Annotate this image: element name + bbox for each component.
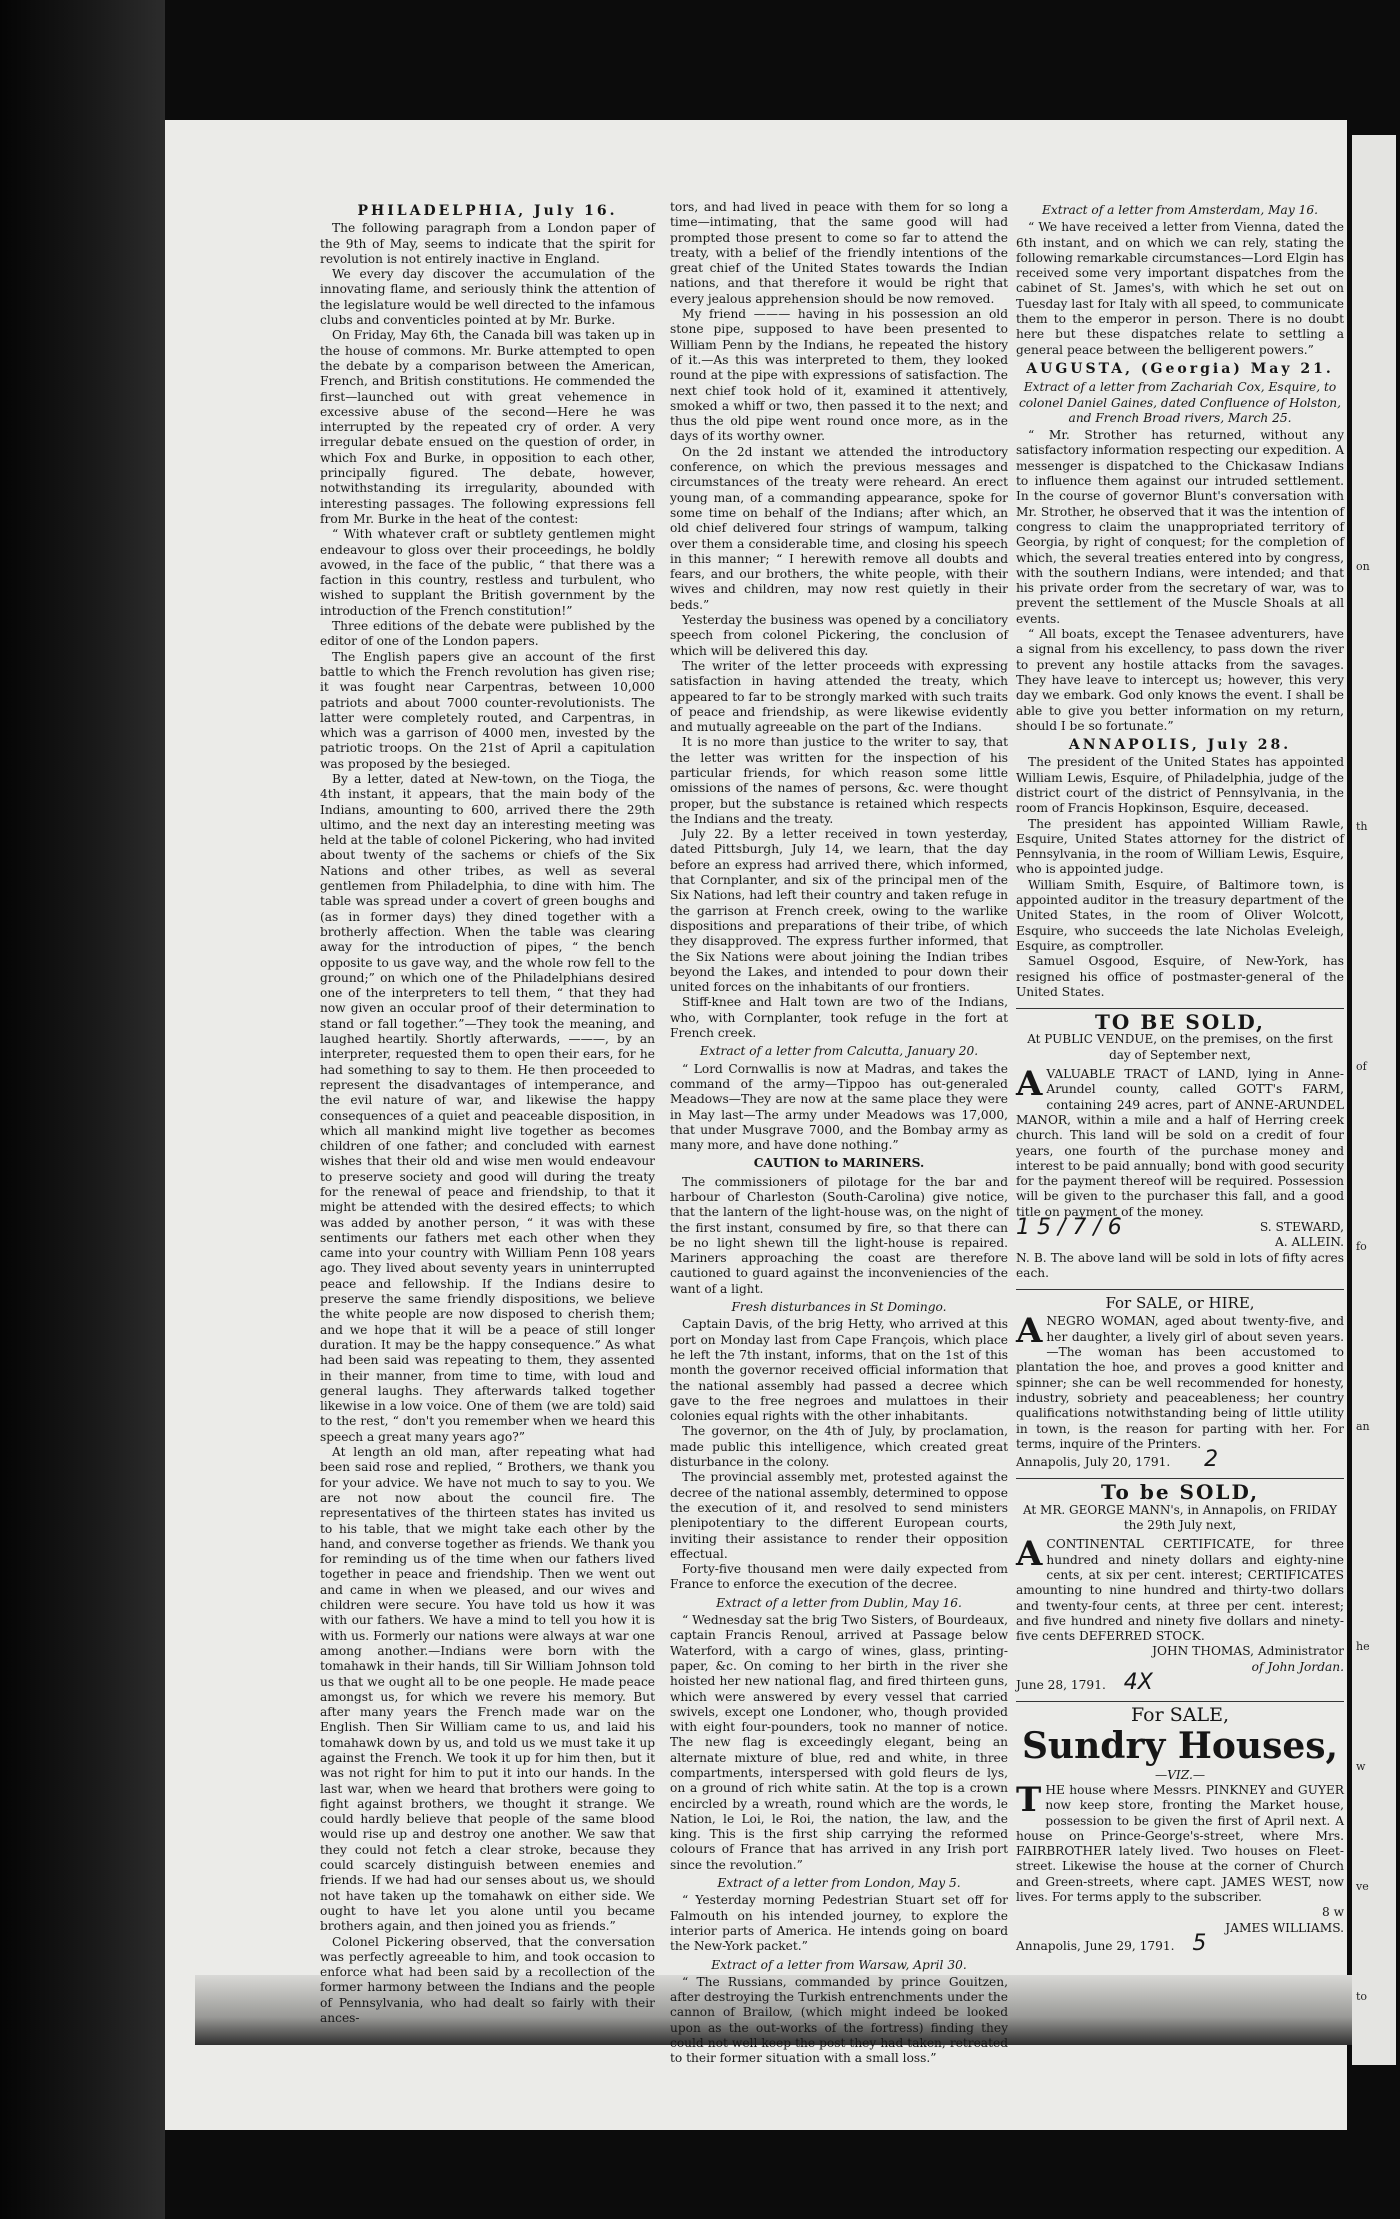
paragraph: The commissioners of pilotage for the bar and harbour of Charleston (South-Carolina) give notice, that the lantern of the light-house was, on the night of the first instant, consumed by fire, so that there can be no light shewn till the light-house is repaired. Mariners approaching the coast are therefore cautioned to guard against the inconveniencies of the want of a light. <box>670 1174 1008 1296</box>
ad-title: For SALE, or HIRE, <box>1105 1294 1255 1313</box>
sliver-text: he <box>1356 1640 1370 1653</box>
ad-body: CONTINENTAL CERTIFICATE, for three hundred and ninety dollars and eighty-nine cents, at six per cent. interest; CERTIFICATES amounting to nine hundred and thirty-two dollars and twenty-four cents, at three per cent. interest; and five hundred and ninety five dollars and ninety-five cents DEFERRED STOCK. <box>1016 1537 1344 1644</box>
sliver-text: of <box>1356 1060 1367 1073</box>
paragraph: By a letter, dated at New-town, on the Tioga, the 4th instant, it appears, that the main body of the Indians, amounting to 600, arrived there the 29th ultimo, and the next day an interesting meeting was held at the table of colonel Pickering, who had invited about twenty of the sachems or chiefs of the Six Nations and other tribes, as well as several gentlemen from Philadelphia, to dine with him. The table was spread under a covert of green boughs and (as in former days) they dined together with a brotherly affection. When the table was clearing away for the introduction of pipes, “ the bench opposite to us gave way, and the whole row fell to the ground;” on which one of the Philadelphians desired one of the interpreters to tell them, “ that they had now given an occular proof of their determination to stand or fall together.”—They took the meaning, and laughed heartily. Shortly afterwards, ———, by an interpreter, requested them to open their ears, for he had something to say to them. He then proceeded to represent the disadvantages of intemperance, and the evil nature of war, and likewise the happy consequences of a quiet and peaceable disposition, in which all mankind might live together as becomes children of one father; and concluded with earnest wishes that their old and wise men would endeavour to preserve society and good will during the treaty for the renewal of peace and friendship, to that it might be attended with the desired effects; to which was added by another person, “ it was with these sentiments our fathers met each other when they came into your country with William Penn 108 years ago. They lived about seventy years in uninterrupted peace and fellowship. If the Indians desire to preserve the same friendly dispositions, we believe the white people are now disposed to cherish them; and we hope that it will be a peace of still longer duration. It may be the happy consequence.” As what had been said was repeating to them, they assented in their manner, from time to time, with loud and general laughs. They afterwards talked together likewise in a low voice. One of them (we are told) said to the rest, “ don't you remember when we heard this speech a great many years ago?” <box>320 771 655 1444</box>
paragraph: The following paragraph from a London paper of the 9th of May, seems to indicate that the spirit for revolution is not entirely inactive in England. <box>320 221 655 266</box>
paragraph: Yesterday the business was opened by a conciliatory speech from colonel Pickering, the conclusion of which will be delivered this day. <box>670 613 1008 658</box>
paragraph: The governor, on the 4th of July, by proclamation, made public this intelligence, which created great disturbance in the colony. <box>670 1424 1008 1470</box>
ad-title: For SALE, <box>1131 1704 1229 1727</box>
section-heading: Fresh disturbances in St Domingo. <box>731 1300 947 1315</box>
ad-signature: of John Jordan. <box>1251 1659 1344 1674</box>
column-2 <box>670 200 1008 2066</box>
ad-subtitle: At MR. GEORGE MANN's, in Annapolis, on FRIDAY the 29th July next, <box>1022 1502 1338 1533</box>
handwritten-mark: 5 <box>1192 1930 1207 1956</box>
ad-body: HE house where Messrs. PINKNEY and GUYER now keep store, fronting the Market house, possession to be given the first of April next. A house on Prince-George's-street, where Mrs. FAIRBROTHER lately lived. Two houses on Fleet-street. Likewise the house at the corner of Church and Green-streets, where capt. JAMES WEST, now lives. For terms apply to the subscriber. <box>1016 1782 1344 1904</box>
ad-title: TO BE SOLD, <box>1095 1010 1265 1035</box>
ad-headline: Sundry Houses, <box>1021 1724 1339 1767</box>
paragraph: We every day discover the accumulation of the innovating flame, and seriously think the attention of the legislature would be well directed to the infamous clubs and conventicles pointed at by Mr. Burke. <box>320 267 655 328</box>
drop-cap: A <box>1016 1534 1043 1575</box>
paragraph: On Friday, May 6th, the Canada bill was taken up in the house of commons. Mr. Burke attempted to open the debate by a comparison between the American, French, and British constitutions. He commended the first—launched out with great vehemence in excessive abuse of the second—Here he was interrupted by the repeated cry of order. A very irregular debate ensued on the question of order, in which Fox and Burke, in opposition to each other, principally figured. The debate, however, notwithstanding its irregularity, abounded with interesting passages. The following expressions fell from Mr. Burke in the heat of the contest: <box>320 328 655 526</box>
paragraph: On the 2d instant we attended the introductory conference, on which the previous messages and circumstances of the treaty were reheard. An erect young man, of a commanding appearance, spoke for some time on behalf of the Indians; after which, an old chief delivered four strings of wampum, talking over them a considerable time, and closing his speech in this manner; “ I herewith remove all doubts and fears, and our brothers, the white people, with their wives and children, may now rest quietly in their beds.” <box>670 444 1008 612</box>
drop-cap: A <box>1016 1311 1043 1352</box>
ad-signature: S. STEWARD, <box>1259 1220 1344 1234</box>
paragraph: Forty-five thousand men were daily expected from France to enforce the execution of the decree. <box>670 1562 1008 1592</box>
ad-code: 8 w <box>1321 1905 1344 1920</box>
paragraph: The writer of the letter proceeds with expressing satisfaction in having attended the treaty, which appeared to far to be strongly marked with such traits of peace and friendship, as were likewise evidently and mutually agreeable on the part of the Indians. <box>670 658 1008 735</box>
ad-title: To be SOLD, <box>1100 1480 1260 1505</box>
dateline-philadelphia: PHILADELPHIA, July 16. <box>357 203 618 219</box>
ad-signature: A. ALLEIN. <box>1274 1235 1344 1250</box>
advertisement-houses <box>1016 1704 1344 1956</box>
handwritten-mark: 4X <box>1123 1670 1153 1696</box>
paragraph: At length an old man, after repeating what had been said rose and replied, “ Brothers, we thank you for your advice. We have not much to say to you. We are not now about the council fire. The representatives of the thirteen states has invited us to his table, that we might take each other by the hand, and converse together as friends. We thank you for reminding us of the time when our fathers lived together in peace and friendship. Then we went out and came in when we pleased, and our wives and children were secure. You have told us how it was with our fathers. We have a mind to tell you how it is with us. Formerly our nations were always at war one among another.—Indians were born with the tomahawk in their hands, till Sir William Johnson told us that we ought all to be one people. He made peace amongst us, for which we revere his memory. But after many years the French made war on the English. Then Sir William came to us, and laid his tomahawk down by us, and told us we must take it up against the French. We took it up for him then, but it was not right for him to put it into our hands. In the last war, when we heard that brothers were going to fight against brothers, we thought it strange. We could hardly believe that people of the same blood would rise up and destroy one another. We saw that they could not fetch a clear stroke, because they could scarcely distinguish between enemies and friends. If we had had our senses about us, we should not have taken up the tomahawk on either side. We ought to have let you alone until you became brothers again, and then joined you as friends.” <box>320 1445 655 1934</box>
column-1 <box>320 200 655 2040</box>
ad-signature: JOHN THOMAS, Administrator <box>1152 1644 1344 1659</box>
section-heading: Extract of a letter from London, May 5. <box>717 1876 961 1891</box>
sliver-text: to <box>1356 1990 1368 2003</box>
paragraph: “ Mr. Strother has returned, without any satisfactory information respecting our expedition. A messenger is dispatched to the Chickasaw Indians to influence them against our intruded settlement. In the course of governor Blunt's conversation with Mr. Strother, he observed that it was the intention of congress to claim the unappropriated territory of Georgia, by right of conquest; for the completion of which, the several treaties entered into by congress, with the southern Indians, were intended; and that his private order from the secretary of war, was to prevent the settlement of the Muscle Shoals at all events. <box>1016 428 1344 626</box>
paragraph: “ The Russians, commanded by prince Gouitzen, after destroying the Turkish entrenchments under the cannon of Brailow, (which might indeed be looked upon as the out-works of the fortress) finding they could not well keep the post they had taken, retreated to their former situation with a small loss.” <box>670 1974 1008 2066</box>
section-heading: Extract of a letter from Warsaw, April 30. <box>711 1957 967 1972</box>
paragraph: Three editions of the debate were published by the editor of one of the London papers. <box>320 619 655 649</box>
ad-subtitle: —VIZ.— <box>1154 1767 1206 1782</box>
divider <box>1016 1008 1344 1009</box>
paragraph: The provincial assembly met, protested against the decree of the national assembly, determined to oppose the execution of it, and resolved to send ministers plenipotentiary to the different European courts, inviting their assistance to render their opposition effectual. <box>670 1470 1008 1561</box>
ad-date: June 28, 1791. <box>1016 1678 1106 1693</box>
paragraph: The president has appointed William Rawle, Esquire, United States attorney for the district of Pennsylvania, in the room of William Lewis, Esquire, who is appointed judge. <box>1016 816 1344 877</box>
adjacent-page-sliver <box>1352 135 1396 2065</box>
sliver-text: ve <box>1356 1880 1369 1893</box>
sliver-text: w <box>1356 1760 1366 1773</box>
paragraph: tors, and had lived in peace with them for so long a time—intimating, that the same good will had prompted those present to come so far to attend the treaty, with a belief of the friendly intentions of the great chief of the United States towards the Indian nations, and that therefore it would be right that every jealous apprehension should be now removed. <box>670 200 1008 306</box>
paragraph: My friend ——— having in his possession an old stone pipe, supposed to have been presented to William Penn by the Indians, he repeated the history of it.—As this was interpreted to them, they looked round at the pipe with expressions of satisfaction. The next chief took hold of it, examined it attentively, smoked a whiff or two, then passed it to the next; and thus the old pipe went round once more, as in the days of its worthy owner. <box>670 307 1008 444</box>
paragraph: William Smith, Esquire, of Baltimore town, is appointed auditor in the treasury department of the United States, in the room of Oliver Wolcott, Esquire, who succeeds the late Nicholas Eveleigh, Esquire, as comptroller. <box>1016 877 1344 953</box>
section-heading: Extract of a letter from Zachariah Cox, Esquire, to colonel Daniel Gaines, dated Confluence of Holston, and French Broad rivers, March 25. <box>1018 380 1342 425</box>
paragraph: “ Wednesday sat the brig Two Sisters, of Bourdeaux, captain Francis Renoul, arrived at Passage below Waterford, with a cargo of wines, glass, printing-paper, &c. On coming to her birth in the river she hoisted her new national flag, and fired thirteen guns, which were answered by every vessel that carried swivels, except one Londoner, who, though provided with eight four-pounders, took no manner of notice. The new flag is exceedingly elegant, being an alternate mixture of blue, red and white, in three compartments, interspersed with gold fleurs de lys, on a ground of rich white satin. At the top is a crown encircled by a wreath, round which are the words, le Nation, le Loi, le Roi, the nation, the law, and the king. This is the first ship carrying the reformed colours of France that has arrived in any Irish port since the revolution.” <box>670 1613 1008 1872</box>
paragraph: Stiff-knee and Halt town are two of the Indians, who, with Cornplanter, took refuge in the fort at French creek. <box>670 995 1008 1041</box>
drop-cap: A <box>1016 1064 1043 1105</box>
paragraph: It is no more than justice to the writer to say, that the letter was written for the inspection of his particular friends, for which reason some little omissions of the names of persons, &c. were thought proper, but the substance is retained which respects the Indians and the treaty. <box>670 735 1008 826</box>
sliver-text: fo <box>1356 1240 1367 1253</box>
drop-cap: T <box>1016 1779 1042 1820</box>
ad-date: Annapolis, July 20, 1791. <box>1016 1455 1171 1470</box>
advertisement-land <box>1016 1010 1344 1281</box>
paragraph: July 22. By a letter received in town yesterday, dated Pittsburgh, July 14, we learn, that the day before an express had arrived there, which informed, that Cornplanter, and six of the principal men of the Six Nations, had left their country and taken refuge in the garrison at French creek, owing to the warlike dispositions and preparations of their tribe, of which they disapproved. The express further informed, that the Six Nations were about joining the Indian tribes beyond the Lakes, and intended to pour down their united forces on the inhabitants of our frontiers. <box>670 827 1008 995</box>
paragraph: Colonel Pickering observed, that the conversation was perfectly agreeable to him, and took occasion to enforce what had been said by a recollection of the former harmony between the Indians and the people of Pennsylvania, who had dealt so fairly with their ances- <box>320 1934 655 2026</box>
ad-signature: JAMES WILLIAMS. <box>1225 1920 1344 1935</box>
dateline-annapolis: ANNAPOLIS, July 28. <box>1068 737 1292 754</box>
paragraph: The English papers give an account of the first battle to which the French revolution has given rise; it was fought near Carpentras, between 10,000 patriots and about 7000 counter-revolutionists. The latter were completely routed, and Carpentras, in which was a garrison of 4000 men, invested by the patriotic troops. On the 21st of April a capitulation was proposed by the besieged. <box>320 649 655 771</box>
ad-body: NEGRO WOMAN, aged about twenty-five, and her daughter, a lively girl of about seven years.—The woman has been accustomed to plantation the hoe, and proves a good knitter and spinner; she can be well recommended for honesty, industry, sobriety and peaceableness; her country qualifications notwithstanding being of little utility in town, is the reason for parting with her. For terms, inquire of the Printers. <box>1016 1314 1344 1451</box>
binding-shadow <box>0 0 165 2219</box>
divider <box>1016 1478 1344 1479</box>
paragraph: Samuel Osgood, Esquire, of New-York, has resigned his office of postmaster-general of the United States. <box>1016 954 1344 999</box>
ad-note: N. B. The above land will be sold in lots of fifty acres each. <box>1016 1250 1344 1280</box>
paragraph: The president of the United States has appointed William Lewis, Esquire, of Philadelphia, judge of the district court of the district of Pennsylvania, in the room of Francis Hopkinson, Esquire, deceased. <box>1016 755 1344 816</box>
ad-subtitle: At PUBLIC VENDUE, on the premises, on the first day of September next, <box>1027 1032 1333 1062</box>
divider <box>1016 1701 1344 1702</box>
paragraph: “ All boats, except the Tenasee adventurers, have a signal from his excellency, to pass down the river to prevent any hostile attacks from the savages. They have leave to intercept us; however, this very day we embark. God only knows the event. I shall be able to give you better information on my return, should I be so fortunate.” <box>1016 627 1344 733</box>
sliver-text: th <box>1356 820 1368 833</box>
ad-body: VALUABLE TRACT of LAND, lying in Anne-Arundel county, called GOTT's FARM, containing 249 acres, part of ANNE-ARUNDEL MANOR, within a mile and a half of Herring creek church. This land will be sold on a credit of four years, one fourth of the purchase money and interest to be paid annually; bond with good security for the payment thereof will be required. Possession will be given to the purchaser this fall, and a good title on payment of the money. <box>1016 1067 1344 1219</box>
divider <box>1016 1289 1344 1290</box>
advertisement-hire <box>1016 1294 1344 1473</box>
section-heading: Extract of a letter from Dublin, May 16. <box>716 1595 962 1610</box>
ad-date: Annapolis, June 29, 1791. <box>1016 1938 1175 1953</box>
paragraph: Captain Davis, of the brig Hetty, who arrived at this port on Monday last from Cape François, which place he left the 7th instant, informs, that on the 1st of this month the governor received official information that the national assembly had passed a decree which gave to the free negroes and mulattoes in their colonies equal rights with the other inhabitants. <box>670 1317 1008 1424</box>
paragraph: “ With whatever craft or subtlety gentlemen might endeavour to gloss over their proceedings, he boldly avowed, in the face of the public, “ that there was a faction in this country, restless and turbulent, who wished to supplant the British government by the introduction of the French constitution!” <box>320 527 655 618</box>
advertisement-certificate <box>1016 1480 1344 1696</box>
sliver-text: an <box>1356 1420 1370 1433</box>
paragraph: “ We have received a letter from Vienna, dated the 6th instant, and on which we can rely, stating the following remarkable circumstances—Lord Elgin has received some very important dispatches from the cabinet of St. James's, with which he set out on Tuesday last for Italy with all speed, to communicate them to the emperor in person. There is no doubt here but these dispatches relate to settling a general peace between the belligerent powers.” <box>1016 220 1345 357</box>
section-heading: Extract of a letter from Calcutta, January 20. <box>699 1044 979 1059</box>
section-heading: Extract of a letter from Amsterdam, May 16. <box>1042 203 1318 217</box>
sliver-text: on <box>1356 560 1370 573</box>
dateline-augusta: AUGUSTA, (Georgia) May 21. <box>1026 360 1334 377</box>
section-heading: CAUTION to MARINERS. <box>753 1156 925 1171</box>
column-3 <box>1016 200 1344 2050</box>
paragraph: “ Lord Cornwallis is now at Madras, and takes the command of the army—Tippoo has out-generaled Meadows—They are now at the same place they were in May last—The army under Meadows was 17,000, that under Musgrave 7000, and the Bombay army as many more, and have done nothing.” <box>670 1061 1008 1153</box>
paragraph: “ Yesterday morning Pedestrian Stuart set off for Falmouth on his intended journey, to explore the interior parts of America. He intends going on board the New-York packet.” <box>670 1893 1008 1954</box>
handwritten-mark: 1 5 / 7 / 6 <box>1016 1215 1122 1240</box>
handwritten-mark: 2 <box>1204 1447 1219 1473</box>
